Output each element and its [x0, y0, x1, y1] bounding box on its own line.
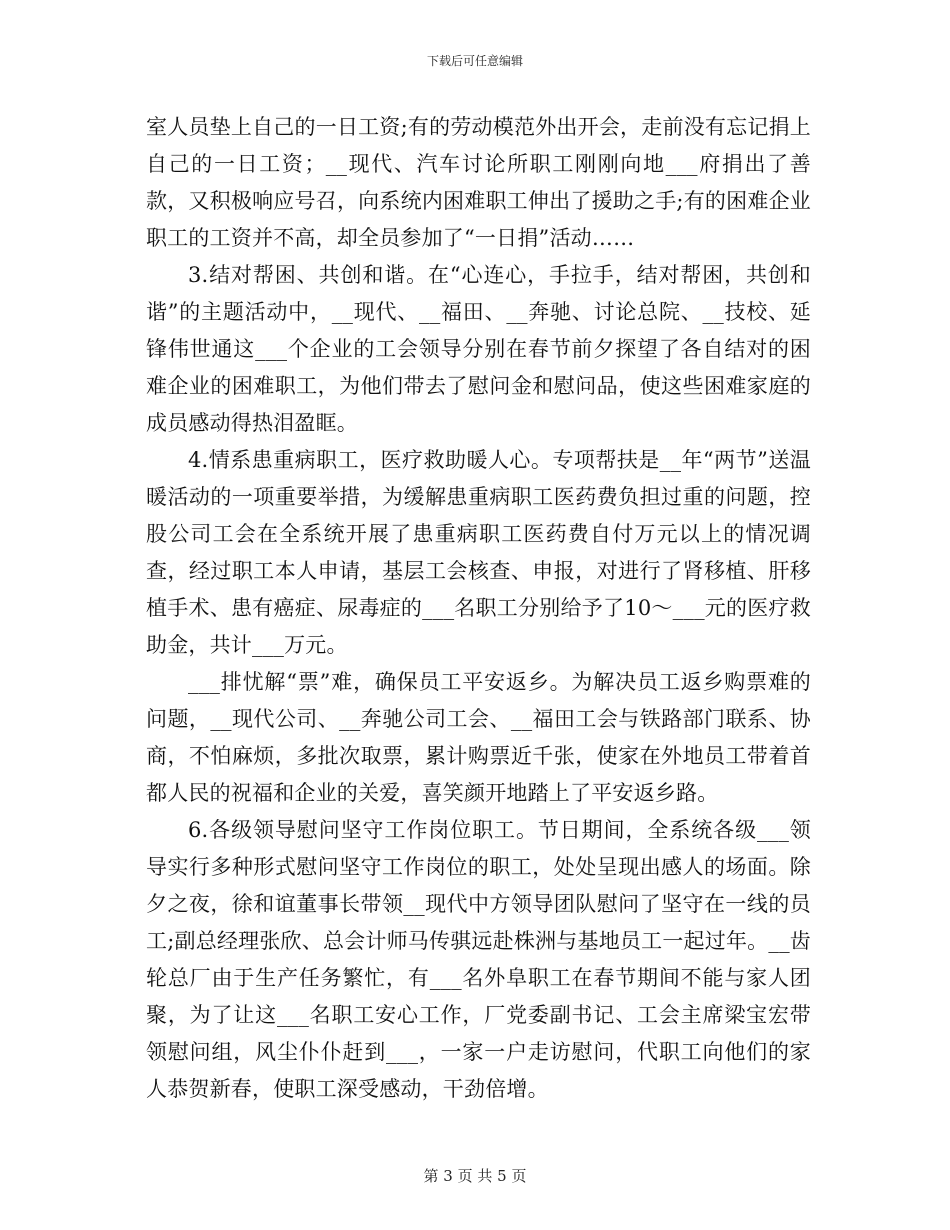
paragraph-item-5: ___排忧解“票”难，确保员工平安返乡。为解决员工返乡购票难的问题，__现代公司、__奔驰公司工会、__福田工会与铁路部门联系、协商，不怕麻烦，多批次取票，累计购票近千张，使家在外地员工带着首都人民的祝福和企业的关爱，喜笑颜开地踏上了平安返乡路。 [146, 670, 811, 805]
paragraph-continued: 室人员垫上自己的一日工资;有的劳动模范外出开会，走前没有忘记捐上自己的一日工资；__现代、汽车讨论所职工刚刚向地___府捐出了善款，又积极响应号召，向系统内困难职工伸出了援助之手;有的困难企业职工的工资并不高，却全员参加了“一日捐”活动…… [146, 115, 811, 250]
page-number-footer: 第 3 页 共 5 页 [423, 1167, 527, 1185]
document-body [146, 109, 811, 1108]
page-header: 下载后可任意编辑 [426, 54, 523, 68]
paragraph-item-3: 3.结对帮困、共创和谐。在“心连心，手拉手，结对帮困，共创和谐”的主题活动中，__现代、__福田、__奔驰、讨论总院、__技校、延锋伟世通这___个企业的工会领导分别在春节前夕探望了各自结对的困难企业的困难职工，为他们带去了慰问金和慰问品，使这些困难家庭的成员感动得热泪盈眶。 [146, 263, 811, 435]
paragraph-item-6: 6.各级领导慰问坚守工作岗位职工。节日期间，全系统各级___领导实行多种形式慰问坚守工作岗位的职工，处处呈现出感人的场面。除夕之夜，徐和谊董事长带领__现代中方领导团队慰问了坚守在一线的员工;副总经理张欣、总会计师马传骐远赴株洲与基地员工一起过年。__齿轮总厂由于生产任务繁忙，有___名外阜职工在春节期间不能与家人团聚，为了让这___名职工安心工作，厂党委副书记、工会主席梁宝宏带领慰问组，风尘仆仆赶到___，一家一户走访慰问，代职工向他们的家人恭贺新春，使职工深受感动，干劲倍增。 [146, 818, 811, 1101]
paragraph-item-4: 4.情系患重病职工，医疗救助暖人心。专项帮扶是__年“两节”送温暖活动的一项重要举措，为缓解患重病职工医药费负担过重的问题，控股公司工会在全系统开展了患重病职工医药费自付万元以上的情况调查，经过职工本人申请，基层工会核查、申报，对进行了肾移植、肝移植手术、患有癌症、尿毒症的___名职工分别给予了10～___元的医疗救助金，共计___万元。 [146, 448, 811, 657]
